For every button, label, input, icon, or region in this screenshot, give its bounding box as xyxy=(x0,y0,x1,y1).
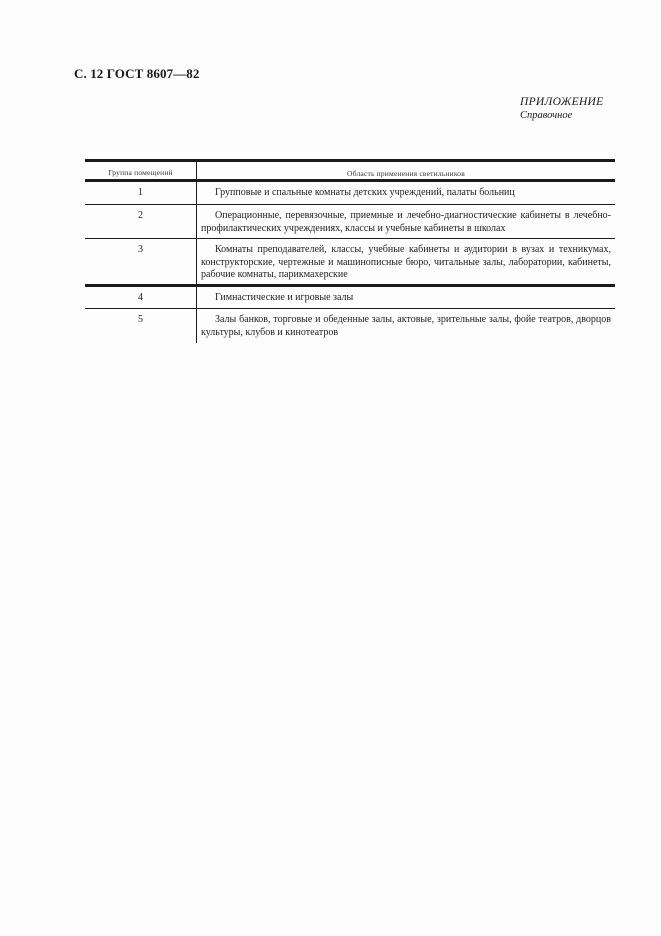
cell-area: Групповые и спальные комнаты детских учреждений, палаты больниц xyxy=(215,187,515,198)
lighting-application-table xyxy=(85,159,615,343)
cell-group: 1 xyxy=(85,182,197,204)
table-row xyxy=(85,309,615,343)
column-header-area: Область применения светильников xyxy=(347,169,465,178)
cell-group: 3 xyxy=(85,239,197,284)
table-row xyxy=(85,239,615,287)
cell-group: 2 xyxy=(85,205,197,238)
table-header-row xyxy=(85,159,615,182)
appendix-title: ПРИЛОЖЕНИЕ xyxy=(520,96,604,108)
table-row xyxy=(85,205,615,239)
column-header-group: Группа помещений xyxy=(85,162,197,179)
appendix-subtitle: Справочное xyxy=(520,110,573,121)
table-row xyxy=(85,287,615,309)
appendix-label xyxy=(520,96,603,122)
cell-group: 4 xyxy=(85,287,197,308)
page-header: С. 12 ГОСТ 8607—82 xyxy=(74,66,200,81)
cell-area: Залы банков, торговые и обеденные залы, актовые, зрительные залы, фойе театров, дворцов культуры, клубов и кинотеатров xyxy=(201,314,611,338)
cell-area: Гимнастические и игровые залы xyxy=(215,292,354,303)
cell-area: Комнаты преподавателей, классы, учебные кабинеты и аудитории в вузах и техникумах, конструкторские, чертежные и машинописные бюро, читальные залы, лаборатории, кабинеты, рабочие комнаты, парикмахерские xyxy=(201,244,611,280)
cell-area: Операционные, перевязочные, приемные и лечебно-диагностические кабинеты в лечебно-профилактических учреждениях, классы и учебные кабинеты в школах xyxy=(201,210,611,234)
cell-group: 5 xyxy=(85,309,197,343)
table-row xyxy=(85,182,615,205)
